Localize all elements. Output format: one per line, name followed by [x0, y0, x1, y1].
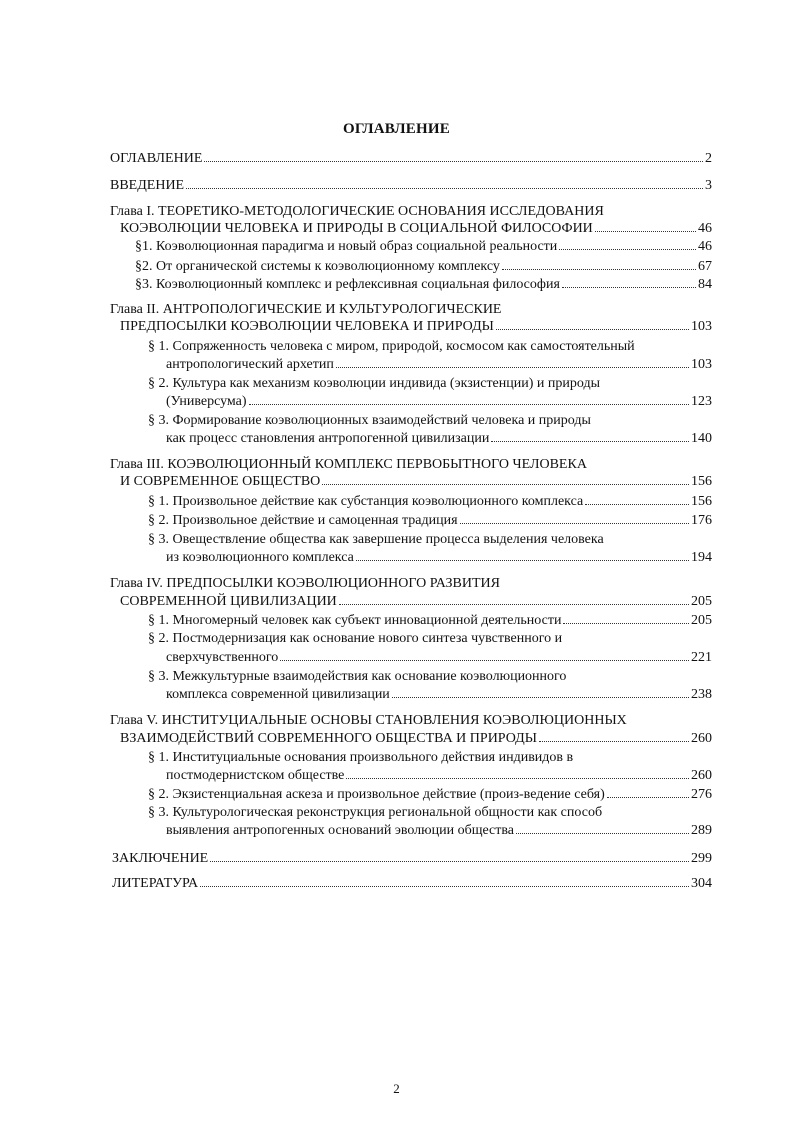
- toc-entry-chapter-3: [120, 473, 712, 490]
- toc-page-number: 123: [691, 394, 712, 409]
- dot-leader: [502, 269, 696, 270]
- toc-entry-zakluchenie: [112, 850, 712, 867]
- toc-entry-text: §1. Коэволюционная парадигма и новый образ социальной реальности: [135, 239, 558, 254]
- toc-entry-chapter-5-section-2: [148, 786, 712, 803]
- toc-entry-text: комплекса современной цивилизации: [166, 687, 390, 702]
- toc-entry-text: антропологический архетип: [166, 357, 334, 372]
- toc-entry-text: § 2. Произвольное действие и самоценная традиция: [148, 513, 458, 528]
- dot-leader: [210, 861, 689, 862]
- toc-entry-text: ЛИТЕРАТУРА: [112, 876, 199, 891]
- toc-entry-chapter-2: [120, 318, 712, 335]
- toc-entry-text: § 1. Произвольное действие как субстанция коэволюционного комплекса: [148, 494, 584, 509]
- toc-entry-vvedenie: [110, 177, 712, 194]
- toc-page-number: 299: [691, 851, 712, 866]
- chapter-2-section-3-line1: § 3. Формирование коэволюционных взаимодействий человека и природы: [148, 413, 591, 428]
- dot-leader: [491, 441, 689, 442]
- chapter-4-section-2-line1: § 2. Постмодернизация как основание нового синтеза чувственного и: [148, 631, 563, 646]
- dot-leader: [356, 560, 689, 561]
- toc-title: ОГЛАВЛЕНИЕ: [343, 121, 450, 137]
- toc-entry-text: § 2. Экзистенциальная аскеза и произвольное действие (произ-ведение себя): [148, 787, 605, 802]
- dot-leader: [392, 697, 689, 698]
- page-number: 2: [393, 1081, 400, 1096]
- toc-entry-text: §3. Коэволюционный комплекс и рефлексивная социальная философия: [135, 277, 560, 292]
- toc-entry-text: ОГЛАВЛЕНИЕ: [110, 151, 203, 166]
- toc-entry-chapter-5-section-3: [166, 822, 712, 839]
- toc-entry-oglavlenie: [110, 150, 712, 167]
- toc-entry-text: ВВЕДЕНИЕ: [110, 178, 185, 193]
- dot-leader: [336, 367, 689, 368]
- toc-entry-text: §2. От органической системы к коэволюционному комплексу: [135, 259, 500, 274]
- chapter-3-heading-line1: Глава III. КОЭВОЛЮЦИОННЫЙ КОМПЛЕКС ПЕРВОБЫТНОГО ЧЕЛОВЕКА: [110, 457, 587, 472]
- toc-entry-chapter-1-section-3: [135, 276, 712, 293]
- chapter-4-section-3-line1: § 3. Межкультурные взаимодействия как основание коэволюционного: [148, 669, 567, 684]
- toc-entry-chapter-1-section-1: [135, 238, 712, 255]
- toc-entry-text: (Универсума): [166, 394, 247, 409]
- chapter-3-section-3-line1: § 3. Овеществление общества как завершение процесса выделения человека: [148, 532, 604, 547]
- dot-leader: [607, 797, 689, 798]
- toc-entry-chapter-3-section-1: [148, 493, 712, 510]
- toc-entry-text: И СОВРЕМЕННОЕ ОБЩЕСТВО: [120, 474, 321, 489]
- dot-leader: [516, 833, 689, 834]
- toc-entry-text: § 1. Многомерный человек как субъект инновационной деятельности: [148, 613, 562, 628]
- dot-leader: [346, 778, 689, 779]
- toc-page-number: 156: [691, 494, 712, 509]
- toc-entry-chapter-2-section-2: [166, 393, 712, 410]
- dot-leader: [496, 329, 689, 330]
- toc-entry-chapter-2-section-3: [166, 430, 712, 447]
- toc-page-number: 260: [691, 768, 712, 783]
- dot-leader: [186, 188, 703, 189]
- toc-page-number: 205: [691, 613, 712, 628]
- toc-page-number: 276: [691, 787, 712, 802]
- toc-entry-chapter-4-section-3: [166, 686, 712, 703]
- chapter-2-heading-line1: Глава II. АНТРОПОЛОГИЧЕСКИЕ И КУЛЬТУРОЛОГИЧЕСКИЕ: [110, 302, 502, 317]
- toc-entry-chapter-3-section-2: [148, 512, 712, 529]
- toc-entry-text: из коэволюционного комплекса: [166, 550, 354, 565]
- dot-leader: [460, 523, 689, 524]
- toc-page-number: 103: [691, 319, 712, 334]
- chapter-2-section-1-line1: § 1. Сопряженность человека с миром, природой, космосом как самостоятельный: [148, 339, 635, 354]
- toc-page-number: 221: [691, 650, 712, 665]
- toc-page-number: 3: [705, 178, 712, 193]
- toc-page-number: 194: [691, 550, 712, 565]
- dot-leader: [562, 287, 696, 288]
- dot-leader: [322, 484, 689, 485]
- dot-leader: [539, 741, 689, 742]
- toc-entry-text: как процесс становления антропогенной цивилизации: [166, 431, 490, 446]
- toc-entry-text: КОЭВОЛЮЦИИ ЧЕЛОВЕКА И ПРИРОДЫ В СОЦИАЛЬНОЙ ФИЛОСОФИИ: [120, 221, 593, 236]
- toc-entry-text: ПРЕДПОСЫЛКИ КОЭВОЛЮЦИИ ЧЕЛОВЕКА И ПРИРОДЫ: [120, 319, 494, 334]
- toc-page-number: 238: [691, 687, 712, 702]
- chapter-5-section-3-line1: § 3. Культурологическая реконструкция региональной общности как способ: [148, 805, 603, 820]
- dot-leader: [585, 504, 689, 505]
- chapter-4-heading-line1: Глава IV. ПРЕДПОСЫЛКИ КОЭВОЛЮЦИОННОГО РАЗВИТИЯ: [110, 576, 500, 591]
- chapter-5-section-1-line1: § 1. Институциальные основания произвольного действия индивидов в: [148, 750, 574, 765]
- chapter-5-heading-line1: Глава V. ИНСТИТУЦИАЛЬНЫЕ ОСНОВЫ СТАНОВЛЕНИЯ КОЭВОЛЮЦИОННЫХ: [110, 713, 627, 728]
- toc-page-number: 260: [691, 731, 712, 746]
- toc-page-number: 46: [698, 239, 712, 254]
- dot-leader: [200, 886, 689, 887]
- dot-leader: [280, 660, 689, 661]
- toc-entry-chapter-4-section-2: [166, 649, 712, 666]
- toc-entry-chapter-2-section-1: [166, 356, 712, 373]
- toc-entry-chapter-5-section-1: [166, 767, 712, 784]
- toc-entry-text: СОВРЕМЕННОЙ ЦИВИЛИЗАЦИИ: [120, 594, 337, 609]
- toc-page-number: 103: [691, 357, 712, 372]
- toc-page-number: 67: [698, 259, 712, 274]
- toc-page-number: 84: [698, 277, 712, 292]
- toc-entry-chapter-5: [120, 730, 712, 747]
- toc-page-number: 289: [691, 823, 712, 838]
- toc-entry-chapter-3-section-3: [166, 549, 712, 566]
- dot-leader: [204, 161, 703, 162]
- toc-entry-text: ВЗАИМОДЕЙСТВИЙ СОВРЕМЕННОГО ОБЩЕСТВА И ПРИРОДЫ: [120, 731, 537, 746]
- toc-page-number: 140: [691, 431, 712, 446]
- toc-entry-chapter-1-section-2: [135, 258, 712, 275]
- dot-leader: [595, 231, 696, 232]
- toc-entry-literatura: [112, 875, 712, 892]
- toc-entry-chapter-1: [120, 220, 712, 237]
- toc-entry-chapter-4: [120, 593, 712, 610]
- toc-page-number: 46: [698, 221, 712, 236]
- dot-leader: [249, 404, 689, 405]
- chapter-1-heading-line1: Глава I. ТЕОРЕТИКО-МЕТОДОЛОГИЧЕСКИЕ ОСНОВАНИЯ ИССЛЕДОВАНИЯ: [110, 204, 604, 219]
- chapter-2-section-2-line1: § 2. Культура как механизм коэволюции индивида (экзистенции) и природы: [148, 376, 601, 391]
- toc-page-number: 176: [691, 513, 712, 528]
- toc-entry-text: ЗАКЛЮЧЕНИЕ: [112, 851, 209, 866]
- toc-entry-text: постмодернистском обществе: [166, 768, 345, 783]
- dot-leader: [563, 623, 689, 624]
- dot-leader: [559, 249, 696, 250]
- toc-page-number: 205: [691, 594, 712, 609]
- dot-leader: [339, 604, 689, 605]
- toc-entry-text: выявления антропогенных оснований эволюции общества: [166, 823, 515, 838]
- toc-entry-chapter-4-section-1: [148, 612, 712, 629]
- toc-entry-text: сверхчувственного: [166, 650, 279, 665]
- toc-page-number: 304: [691, 876, 712, 891]
- toc-page-number: 2: [705, 151, 712, 166]
- toc-page-number: 156: [691, 474, 712, 489]
